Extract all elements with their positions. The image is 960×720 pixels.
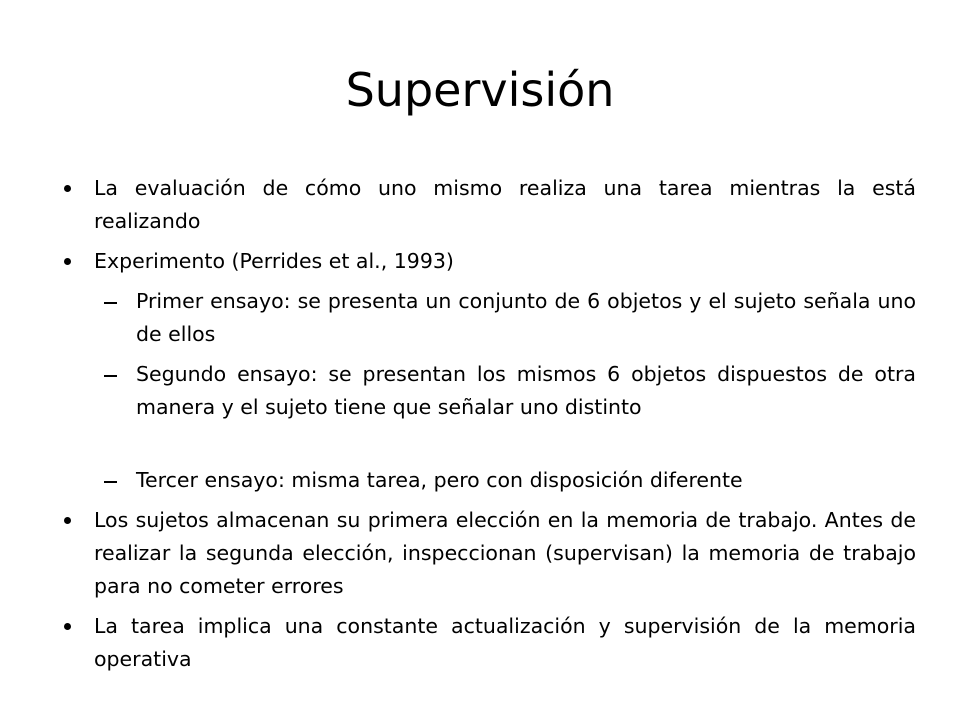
sub-bullet-text: Primer ensayo: se presenta un conjunto de 6 objetos y el sujeto señala uno de ellos — [136, 289, 916, 346]
sub-bullet-text: Tercer ensayo: misma tarea, pero con disposición diferente — [136, 468, 743, 492]
bullet-icon — [64, 258, 71, 265]
dash-icon — [104, 302, 117, 304]
bullet-icon — [64, 185, 71, 192]
bullet-list — [60, 172, 916, 683]
sub-bullet-item — [102, 358, 916, 424]
bullet-text: La tarea implica una constante actualización y supervisión de la memoria operativa — [94, 614, 916, 671]
dash-icon — [104, 481, 117, 483]
bullet-item — [60, 504, 916, 603]
bullet-text: La evaluación de cómo uno mismo realiza una tarea mientras la está realizando — [94, 176, 916, 233]
slide-title: Supervisión — [345, 63, 615, 117]
sub-bullet-text: Segundo ensayo: se presentan los mismos 6 objetos dispuestos de otra manera y el sujeto tiene que señalar uno distinto — [136, 362, 916, 419]
bullet-item — [60, 245, 916, 278]
bullet-item — [60, 172, 916, 238]
sub-bullet-item — [102, 464, 916, 497]
sub-bullet-item — [102, 285, 916, 351]
bullet-icon — [64, 517, 71, 524]
dash-icon — [104, 375, 117, 377]
bullet-icon — [64, 623, 71, 630]
bullet-item — [60, 610, 916, 676]
bullet-text: Los sujetos almacenan su primera elección en la memoria de trabajo. Antes de realizar la segunda elección, inspeccionan (supervisan) la memoria de trabajo para no cometer errores — [94, 508, 916, 598]
bullet-text: Experimento (Perrides et al., 1993) — [94, 249, 454, 273]
